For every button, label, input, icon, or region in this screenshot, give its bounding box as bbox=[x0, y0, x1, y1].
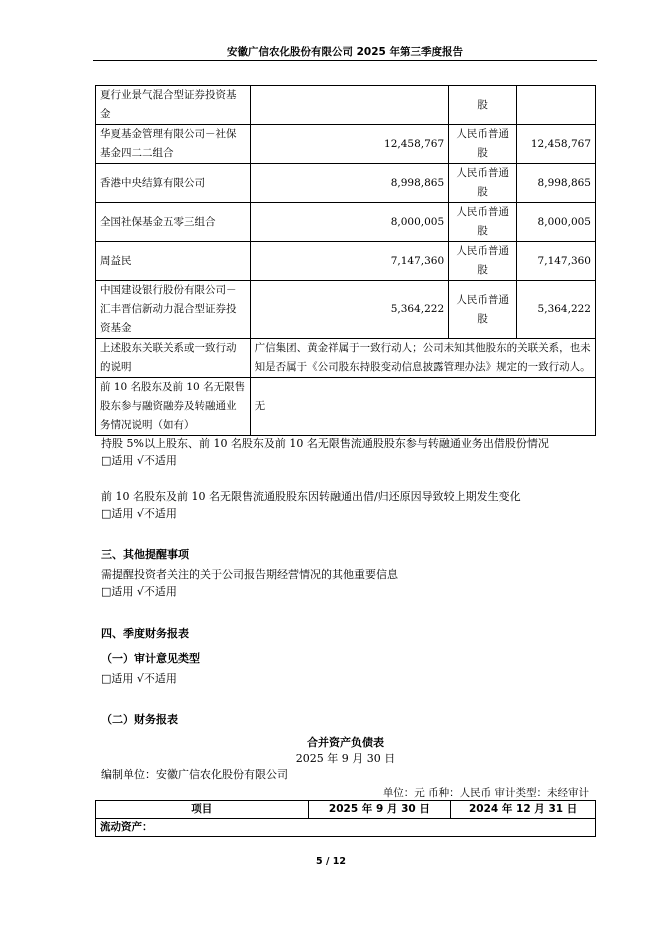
share-type: 人民币普通股 bbox=[449, 281, 517, 339]
table-row bbox=[96, 819, 596, 837]
current-assets-label: 流动资产： bbox=[96, 819, 596, 837]
holder-name: 夏行业景气混合型证券投资基金 bbox=[96, 86, 251, 125]
section3-option: □适用 √不适用 bbox=[101, 585, 177, 598]
report-header: 安徽广信农化股份有限公司 2025 年第三季度报告 bbox=[226, 46, 464, 58]
balance-sheet-header-row bbox=[96, 801, 596, 819]
holder-shares: 8,000,005 bbox=[250, 203, 449, 242]
balance-sheet-preparer: 编制单位：安徽广信农化股份有限公司 bbox=[101, 768, 288, 781]
holder-shares bbox=[250, 86, 449, 125]
holder-name: 香港中央结算有限公司 bbox=[96, 164, 251, 203]
margin-label: 前 10 名股东及前 10 名无限售股东参与融资融券及转融通业务情况说明（如有） bbox=[96, 378, 251, 436]
share-count: 8,998,865 bbox=[517, 164, 596, 203]
section3-title: 三、其他提醒事项 bbox=[101, 548, 189, 561]
section4-sub1-title: （一）审计意见类型 bbox=[101, 652, 200, 665]
section4-sub2-title: （二）财务报表 bbox=[101, 713, 178, 726]
table-row bbox=[96, 125, 596, 164]
para2-option: □适用 √不适用 bbox=[101, 507, 177, 520]
para1-text: 持股 5%以上股东、前 10 名股东及前 10 名无限售流通股股东参与转融通业务出借股份情况 bbox=[101, 437, 549, 450]
holder-shares: 8,998,865 bbox=[250, 164, 449, 203]
share-count: 12,458,767 bbox=[517, 125, 596, 164]
para1-option: □适用 √不适用 bbox=[101, 454, 177, 467]
holder-name: 周益民 bbox=[96, 242, 251, 281]
top-holders-table bbox=[95, 85, 596, 436]
relation-text: 广信集团、黄金祥属于一致行动人；公司未知其他股东的关联关系，也未知是否属于《公司股东持股变动信息披露管理办法》规定的一致行动人。 bbox=[250, 339, 595, 378]
share-type: 人民币普通股 bbox=[449, 125, 517, 164]
margin-text: 无 bbox=[250, 378, 595, 436]
table-row bbox=[96, 203, 596, 242]
share-count: 7,147,360 bbox=[517, 242, 596, 281]
share-type: 人民币普通股 bbox=[449, 203, 517, 242]
header-divider bbox=[93, 60, 597, 61]
section4-title: 四、季度财务报表 bbox=[101, 627, 189, 640]
table-row bbox=[96, 164, 596, 203]
table-row bbox=[96, 86, 596, 125]
share-count: 5,364,222 bbox=[517, 281, 596, 339]
margin-row bbox=[96, 378, 596, 436]
holder-name: 中国建设银行股份有限公司－汇丰晋信新动力混合型证券投资基金 bbox=[96, 281, 251, 339]
holder-shares: 5,364,222 bbox=[250, 281, 449, 339]
share-type: 股 bbox=[449, 86, 517, 125]
holder-shares: 7,147,360 bbox=[250, 242, 449, 281]
balance-sheet-table bbox=[95, 800, 596, 837]
balance-sheet-title: 合并资产负债表 bbox=[307, 736, 384, 749]
col-item: 项目 bbox=[96, 801, 309, 819]
balance-sheet-date: 2025 年 9 月 30 日 bbox=[295, 752, 396, 765]
relation-row bbox=[96, 339, 596, 378]
holder-name: 华夏基金管理有限公司－社保基金四二二组合 bbox=[96, 125, 251, 164]
para2-text: 前 10 名股东及前 10 名无限售流通股股东因转融通出借/归还原因导致较上期发生变化 bbox=[101, 490, 521, 503]
share-count bbox=[517, 86, 596, 125]
share-type: 人民币普通股 bbox=[449, 242, 517, 281]
page-number: 5 / 12 bbox=[316, 856, 346, 867]
col-current: 2025 年 9 月 30 日 bbox=[308, 801, 451, 819]
share-count: 8,000,005 bbox=[517, 203, 596, 242]
holder-name: 全国社保基金五零三组合 bbox=[96, 203, 251, 242]
table-row bbox=[96, 242, 596, 281]
balance-sheet-unit: 单位：元 币种：人民币 审计类型：未经审计 bbox=[382, 787, 589, 799]
section4-sub1-option: □适用 √不适用 bbox=[101, 672, 177, 685]
col-prior: 2024 年 12 月 31 日 bbox=[451, 801, 596, 819]
section3-text: 需提醒投资者关注的关于公司报告期经营情况的其他重要信息 bbox=[101, 568, 398, 581]
relation-label: 上述股东关联关系或一致行动的说明 bbox=[96, 339, 251, 378]
holder-shares: 12,458,767 bbox=[250, 125, 449, 164]
share-type: 人民币普通股 bbox=[449, 164, 517, 203]
table-row bbox=[96, 281, 596, 339]
